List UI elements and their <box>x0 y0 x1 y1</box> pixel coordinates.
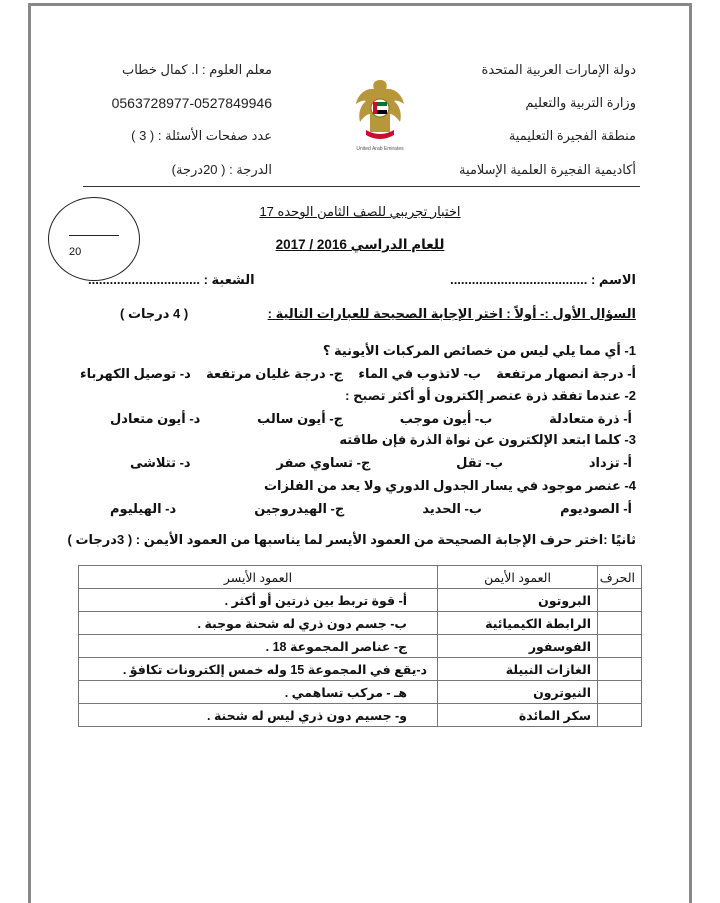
left-column-cell: هـ - مركب تساهمي . <box>79 681 438 704</box>
mcq-option[interactable]: د- تتلاشى <box>130 455 191 470</box>
header-letter: الحرف <box>598 566 642 589</box>
answer-letter-cell[interactable] <box>598 658 642 681</box>
mcq-option[interactable]: ج- درجة غليان مرتفعة <box>206 366 344 381</box>
header-country: دولة الإمارات العربية المتحدة <box>481 62 636 77</box>
mcq-stem: 4- عنصر موجود في يسار الجدول الدوري ولا يعد من الفلزات <box>263 478 636 493</box>
mcq-option[interactable]: ج- الهيدروجين <box>254 501 345 516</box>
mcq-stem: 2- عندما تفقد ذرة عنصر إلكترون أو أكثر تصبح : <box>345 388 636 403</box>
mcq-option[interactable]: د- الهيليوم <box>110 501 177 516</box>
mcq-option[interactable]: د- أيون متعادل <box>110 411 201 426</box>
header-page-count: عدد صفحات الأسئلة : ( 3 ) <box>131 128 272 143</box>
student-name-field[interactable]: الاسم : ...................................... <box>450 272 636 287</box>
mcq-options-row <box>110 501 632 517</box>
answer-letter-cell[interactable] <box>598 681 642 704</box>
table-row <box>79 658 642 681</box>
right-column-cell: سكر المائدة <box>438 704 598 727</box>
header-school: أكاديمية الفجيرة العلمية الإسلامية <box>459 162 636 177</box>
left-column-cell: د-يقع في المجموعة 15 وله خمس إلكترونات تكافؤ . <box>79 658 438 681</box>
right-column-cell: الرابطة الكيميائية <box>438 612 598 635</box>
header-phone: 0563728977-0527849946 <box>111 95 272 111</box>
mcq-options-row <box>110 411 632 427</box>
table-row <box>79 635 642 658</box>
answer-letter-cell[interactable] <box>598 635 642 658</box>
table-row <box>79 681 642 704</box>
right-column-cell: الفوسفور <box>438 635 598 658</box>
left-column-cell: أ- قوة تربط بين ذرتين أو أكثر . <box>79 589 438 612</box>
mcq-option[interactable]: ب- تقل <box>456 455 504 470</box>
score-blank-line <box>69 235 119 236</box>
answer-letter-cell[interactable] <box>598 589 642 612</box>
exam-title: اختبار تجريبي للصف الثامن الوحده 17 <box>259 204 461 219</box>
mcq-option[interactable]: أ- تزداد <box>588 455 632 470</box>
mcq-option[interactable]: أ- درجة انصهار مرتفعة <box>496 366 636 381</box>
mcq-option[interactable]: ب- أيون موجب <box>399 411 493 426</box>
mcq-stem: 1- أي مما يلي ليس من خصائص المركبات الأيونية ؟ <box>322 343 636 358</box>
mcq-option[interactable]: د- توصيل الكهرباء <box>80 366 191 381</box>
matching-table <box>78 565 642 727</box>
emblem-caption: United Arab Emirates <box>356 146 404 152</box>
table-row <box>79 704 642 727</box>
q1-header: السؤال الأول :- أولاً : اختر الإجابة الصحيحة للعبارات التالية : <box>267 306 636 321</box>
q1-marks: ( 4 درجات ) <box>120 306 189 321</box>
mcq-option[interactable]: ب- لاتذوب في الماء <box>358 366 481 381</box>
answer-letter-cell[interactable] <box>598 612 642 635</box>
uae-emblem-logo <box>352 76 408 154</box>
table-header-row <box>79 566 642 589</box>
header-total-grade: الدرجة : ( 20درجة) <box>171 162 272 177</box>
score-total: 20 <box>69 246 82 258</box>
header-divider <box>83 186 640 187</box>
mcq-option[interactable]: ب- الحديد <box>422 501 482 516</box>
mcq-option[interactable]: ج- تساوي صفر <box>276 455 371 470</box>
left-column-cell: ب- جسم دون ذري له شحنة موجبة . <box>79 612 438 635</box>
matching-instruction: ثانيًا :اختر حرف الإجابة الصحيحة من العمود الأيسر لما يناسبها من العمود الأيمن : ( 3درجات ) <box>67 532 636 547</box>
header-left-column: العمود الأيسر <box>79 566 438 589</box>
mcq-stem: 3- كلما ابتعد الإلكترون عن نواة الذرة فإن طاقته <box>339 432 636 447</box>
left-column-cell: ج- عناصر المجموعة 18 . <box>79 635 438 658</box>
mcq-options-row <box>130 455 632 471</box>
table-row <box>79 589 642 612</box>
mcq-option[interactable]: أ- ذرة متعادلة <box>549 411 632 426</box>
right-column-cell: النيوترون <box>438 681 598 704</box>
left-column-cell: و- جسيم دون ذري ليس له شحنة . <box>79 704 438 727</box>
header-teacher: معلم العلوم : ا. كمال خطاب <box>121 62 272 77</box>
table-row <box>79 612 642 635</box>
mcq-option[interactable]: أ- الصوديوم <box>560 501 632 516</box>
exam-year: للعام الدراسي 2016 / 2017 <box>275 237 445 252</box>
header-right-column: العمود الأيمن <box>438 566 598 589</box>
header-zone: منطقة الفجيرة التعليمية <box>508 128 636 143</box>
mcq-option[interactable]: ج- أيون سالب <box>257 411 343 426</box>
mcq-options-row <box>80 366 636 382</box>
student-section-field[interactable]: الشعبة : ............................... <box>88 272 255 287</box>
right-column-cell: البروتون <box>438 589 598 612</box>
right-column-cell: الغازات النبيلة <box>438 658 598 681</box>
header-ministry: وزارة التربية والتعليم <box>525 95 636 110</box>
answer-letter-cell[interactable] <box>598 704 642 727</box>
